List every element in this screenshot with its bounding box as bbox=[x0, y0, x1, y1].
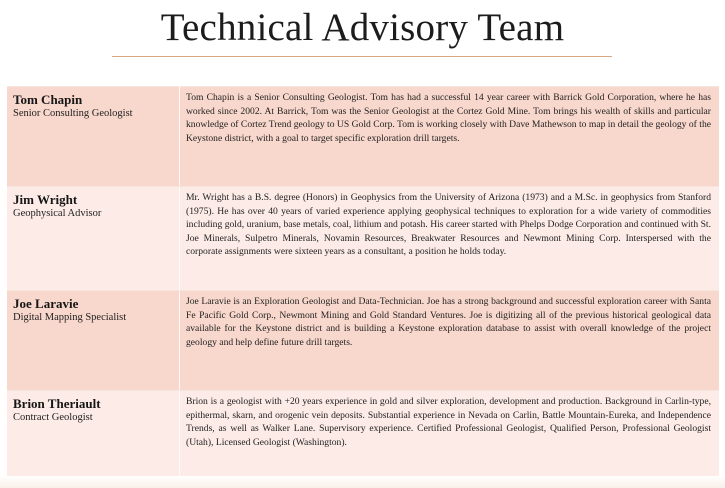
team-row bbox=[7, 291, 719, 391]
member-bio: Brion is a geologist with +20 years experience in gold and silver exploration, development and production. Background in Carlin-type, epithermal, skarn, and orogenic vein deposits. Substantial experience in Nevada on Carlin, Battle Mountain-Eureka, and Independence Trends, as well as Walker Lane. Supervisory experience. Certified Professional Geologist, Qualified Person, Professional Geologist (Utah), Licensed Geologist (Washington). bbox=[186, 396, 711, 448]
member-bio: Tom Chapin is a Senior Consulting Geologist. Tom has had a successful 14 year career with Barrick Gold Corporation, where he has worked since 2002. At Barrick, Tom was the Senior Geologist at the Cortez Gold Mine. Tom brings his wealth of skills and particular knowledge of Cortez Trend geology to US Gold Corp. Tom is working closely with Dave Mathewson to map in detail the geology of the Keystone district, with a goal to target specific exploration drill targets. bbox=[186, 92, 711, 144]
team-row bbox=[7, 187, 719, 291]
member-role: Contract Geologist bbox=[13, 412, 93, 423]
member-role: Geophysical Advisor bbox=[13, 208, 102, 219]
bottom-decoration bbox=[0, 476, 725, 488]
member-name-cell bbox=[7, 291, 180, 391]
member-bio-cell bbox=[180, 391, 720, 481]
member-name: Jim Wright bbox=[13, 192, 78, 207]
member-role: Digital Mapping Specialist bbox=[13, 312, 127, 323]
member-name: Joe Laravie bbox=[13, 296, 79, 311]
member-bio: Mr. Wright has a B.S. degree (Honors) in Geophysics from the University of Arizona (1973) and a M.Sc. in geophysics from Stanford (1975). He has over 40 years of varied experience applying geophysical techniques to exploration for a wide variety of commodities including gold, uranium, base metals, coal, lithium and potash. His career started with Phelps Dodge Corporation and continued with St. Joe Minerals, Sulpetro Minerals, Novamin Resources, Breakwater Resources and Newmont Mining Corp. Interspersed with the corporate assignments were sixteen years as a consultant, a position he holds today. bbox=[186, 192, 711, 257]
team-row bbox=[7, 87, 719, 187]
member-name-cell bbox=[7, 87, 180, 187]
member-bio: Joe Laravie is an Exploration Geologist and Data-Technician. Joe has a strong background and successful exploration career with Santa Fe Pacific Gold Corp., Newmont Mining and Gold Standard Ventures. Joe is digitizing all of the previous historical geological data available for the Keystone district and is building a Keystone exploration database to assist with overall knowledge of the project geology and help define future drill targets. bbox=[186, 296, 711, 348]
member-name-cell bbox=[7, 391, 180, 481]
member-bio-cell bbox=[180, 291, 720, 391]
page-title: Technical Advisory Team bbox=[160, 6, 565, 49]
team-table bbox=[7, 86, 719, 481]
member-bio-cell bbox=[180, 87, 720, 187]
team-row bbox=[7, 391, 719, 481]
title-underline bbox=[112, 56, 612, 57]
member-bio-cell bbox=[180, 187, 720, 291]
member-name: Brion Theriault bbox=[13, 396, 101, 411]
member-name: Tom Chapin bbox=[13, 92, 83, 107]
member-role: Senior Consulting Geologist bbox=[13, 108, 133, 119]
member-name-cell bbox=[7, 187, 180, 291]
